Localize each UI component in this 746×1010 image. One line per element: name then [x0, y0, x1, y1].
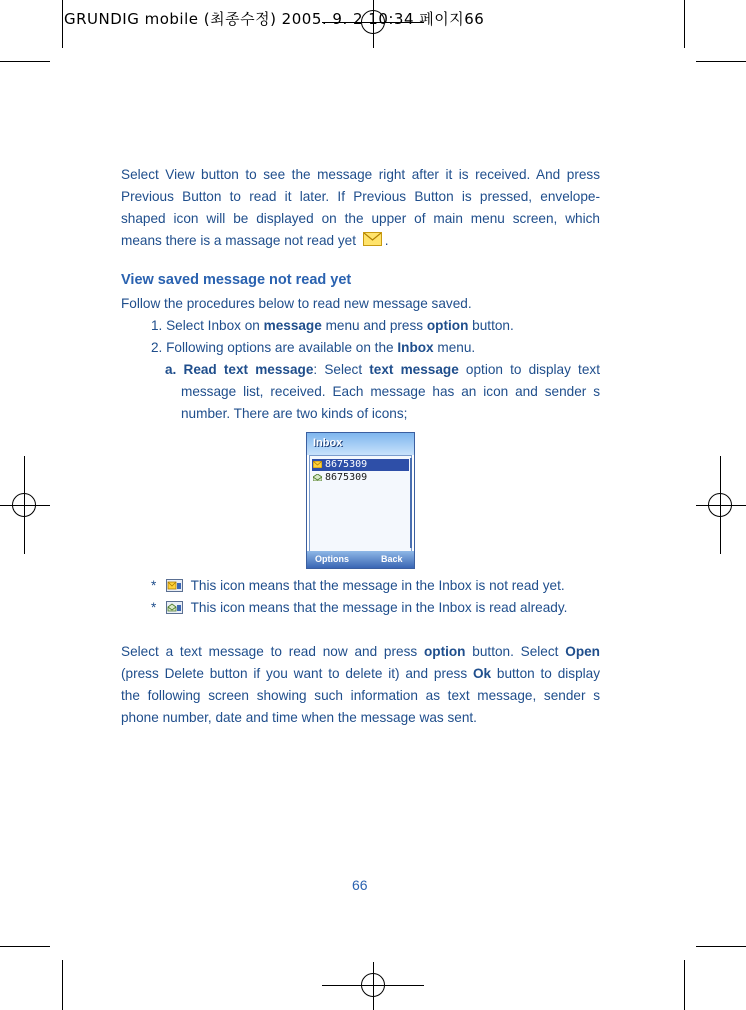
phone-title: Inbox [313, 437, 343, 449]
read-message-icon [166, 601, 183, 614]
phone-title-bar [307, 433, 414, 455]
phone-message-row[interactable]: 8675309 [312, 459, 409, 471]
intro-line-3: shaped icon will be displayed on the upper of main menu screen, which [121, 211, 600, 226]
step-1: 1. Select Inbox on message menu and press option button. [151, 318, 514, 333]
print-header: GRUNDIG mobile (최종수정) 2005. 9. 2 10:34 페이지66 [64, 10, 485, 28]
open-line-2: (press Delete button if you want to delete it) and press Ok button to display [121, 666, 601, 681]
intro-line-2: Previous Button to read it later. If Previous Button is pressed, envelope- [121, 189, 600, 204]
bullet-unread: * This icon means that the message in the Inbox is not read yet. [151, 578, 565, 593]
section-heading: View saved message not read yet [121, 272, 352, 288]
read-message-icon [313, 474, 322, 481]
intro-line-4: means there is a massage not read yet . [121, 233, 389, 248]
bullet-read: * This icon means that the message in the Inbox is read already. [151, 600, 568, 615]
step-a-line-1: a. Read text message: Select text message option to display text [165, 362, 600, 377]
open-line-1: Select a text message to read now and press option button. Select Open [121, 644, 600, 659]
phone-message-row[interactable]: 8675309 [312, 472, 409, 484]
phone-back-softkey[interactable]: Back [381, 554, 403, 564]
open-line-3: the following screen showing such information as text message, sender s [121, 688, 600, 703]
phone-inbox-screenshot [306, 432, 415, 569]
phone-softkey-bar [307, 551, 414, 568]
step-2: 2. Following options are available on the Inbox menu. [151, 340, 476, 355]
phone-message-list [309, 455, 412, 553]
section-intro: Follow the procedures below to read new message saved. [121, 296, 472, 311]
phone-options-softkey[interactable]: Options [315, 554, 349, 564]
intro-line-1: Select View button to see the message right after it is received. And press [121, 167, 600, 182]
open-line-4: phone number, date and time when the message was sent. [121, 710, 477, 725]
step-a-line-2: message list, received. Each message has an icon and sender s [181, 384, 600, 399]
unread-message-icon [166, 579, 183, 592]
envelope-icon [363, 232, 382, 246]
page-number: 66 [352, 877, 368, 893]
step-a-line-3: number. There are two kinds of icons; [181, 406, 408, 421]
phone-scrollbar [410, 458, 412, 548]
unread-message-icon [313, 461, 322, 468]
